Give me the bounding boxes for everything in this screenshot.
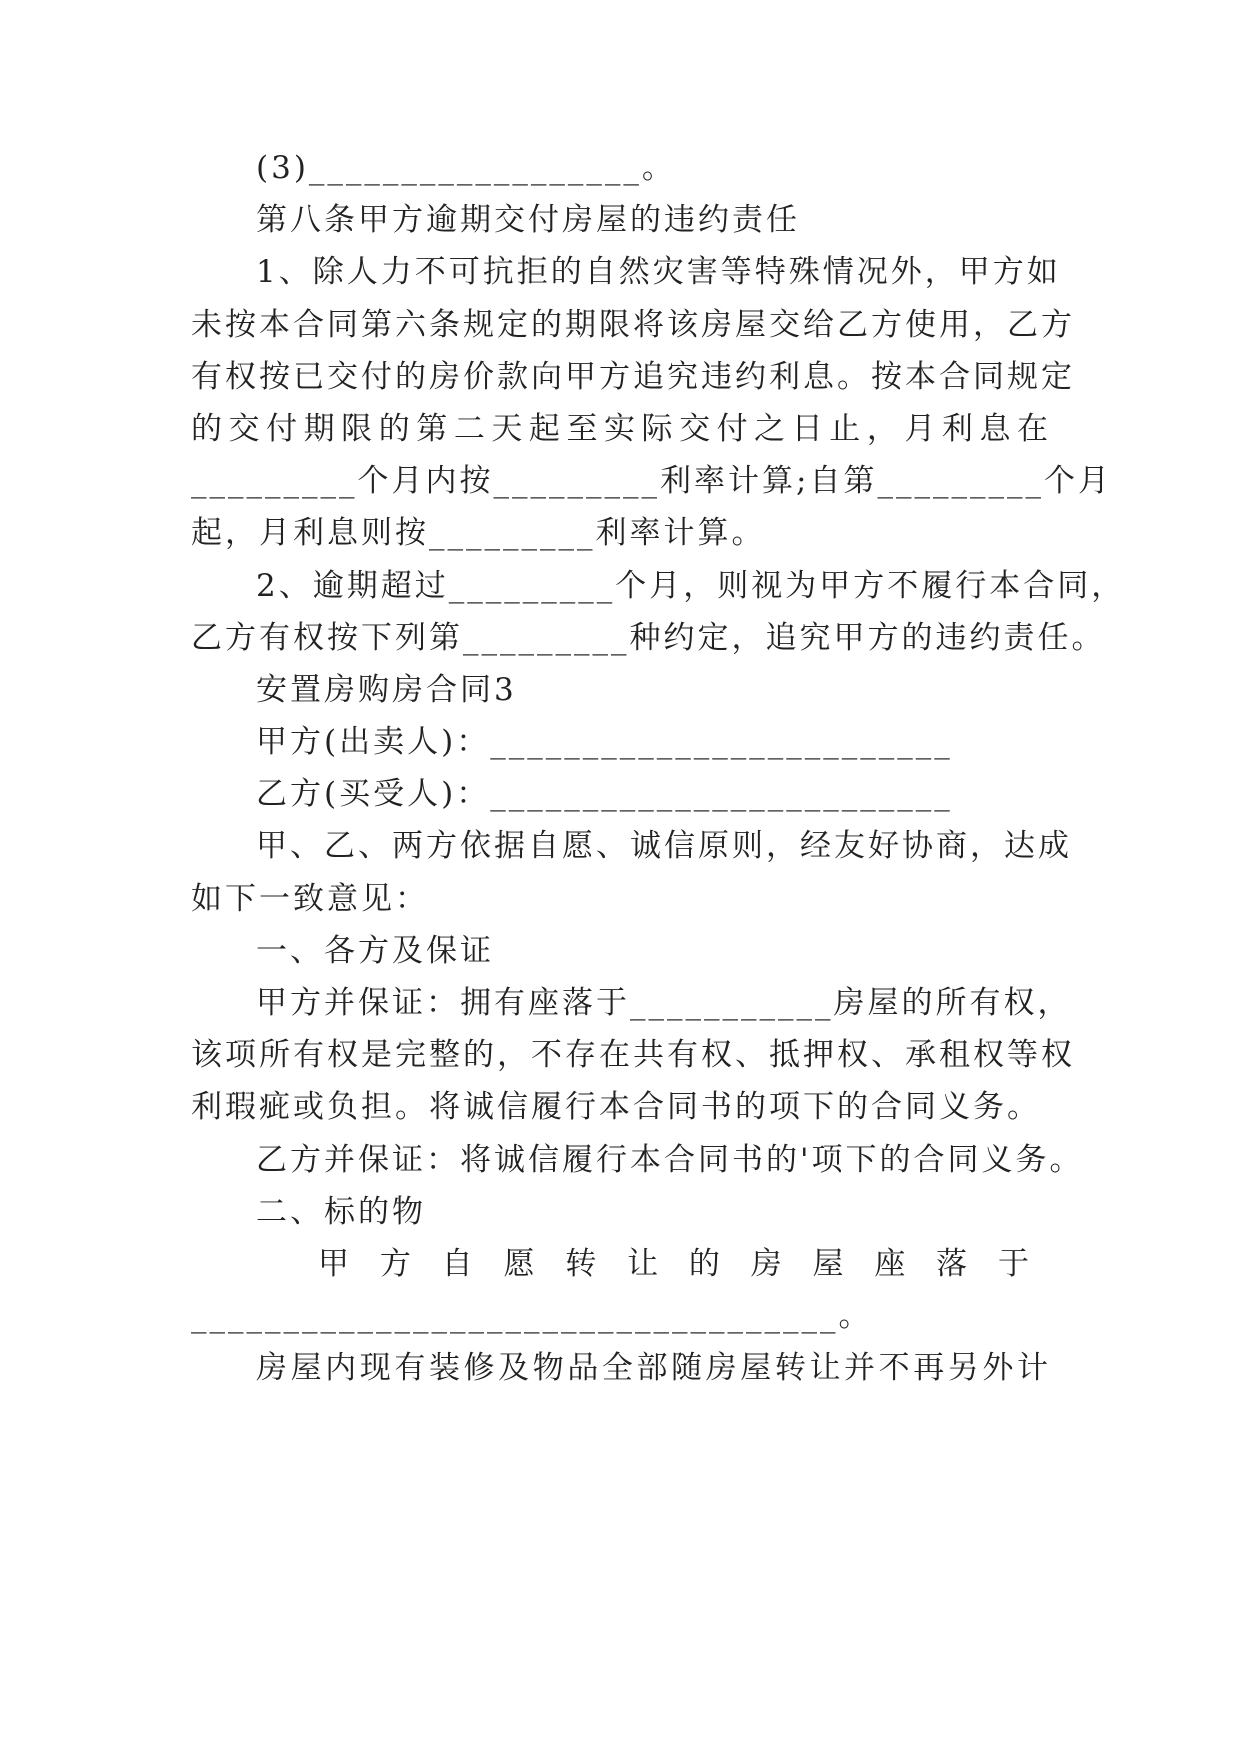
paragraph-line: 1、除人力不可抗拒的自然灾害等特殊情况外，甲方如: [256, 254, 1061, 290]
paragraph-line: 有权按已交付的房价款向甲方追究违约利息。按本合同规定: [191, 359, 1075, 395]
paragraph-line: 如下一致意见：: [191, 881, 429, 917]
paragraph-line-blank: ___________________________________。: [191, 1298, 873, 1334]
paragraph-line: 利瑕疵或负担。将诚信履行本合同书的项下的合同义务。: [191, 1089, 1041, 1125]
paragraph-line: 乙方有权按下列第_________种约定，追究甲方的违约责任。: [191, 620, 1106, 656]
article-8-heading: 第八条甲方逾期交付房屋的违约责任: [256, 202, 800, 238]
paragraph-line: 该项所有权是完整的，不存在共有权、抵押权、承租权等权: [191, 1037, 1075, 1073]
section-1-heading: 一、各方及保证: [256, 933, 494, 969]
line-blank-item-3: (3)__________________。: [256, 150, 676, 186]
party-a-line: 甲方(出卖人)：_________________________: [256, 724, 953, 760]
paragraph-line: 乙方并保证：将诚信履行本合同书的'项下的合同义务。: [256, 1142, 1084, 1178]
paragraph-line: 起，月利息则按_________利率计算。: [191, 515, 766, 551]
paragraph-line: _________个月内按_________利率计算;自第_________个月: [191, 463, 1112, 499]
paragraph-line: 甲方自愿转让的房屋座落于: [318, 1246, 1051, 1282]
paragraph-line: 2、逾期超过_________个月，则视为甲方不履行本合同，: [256, 568, 1126, 604]
contract-3-title: 安置房购房合同3: [256, 672, 517, 708]
party-b-line: 乙方(买受人)：_________________________: [256, 776, 953, 812]
paragraph-line: 甲方并保证：拥有座落于___________房屋的所有权，: [256, 985, 1072, 1021]
paragraph-line: 的交付期限的第二天起至实际交付之日止，月利息在: [191, 411, 1051, 447]
paragraph-line: 未按本合同第六条规定的期限将该房屋交给乙方使用，乙方: [191, 307, 1075, 343]
section-2-heading: 二、标的物: [256, 1194, 426, 1230]
paragraph-line: 房屋内现有装修及物品全部随房屋转让并不再另外计: [256, 1350, 1051, 1386]
paragraph-line: 甲、乙、两方依据自愿、诚信原则，经友好协商，达成: [256, 828, 1072, 864]
